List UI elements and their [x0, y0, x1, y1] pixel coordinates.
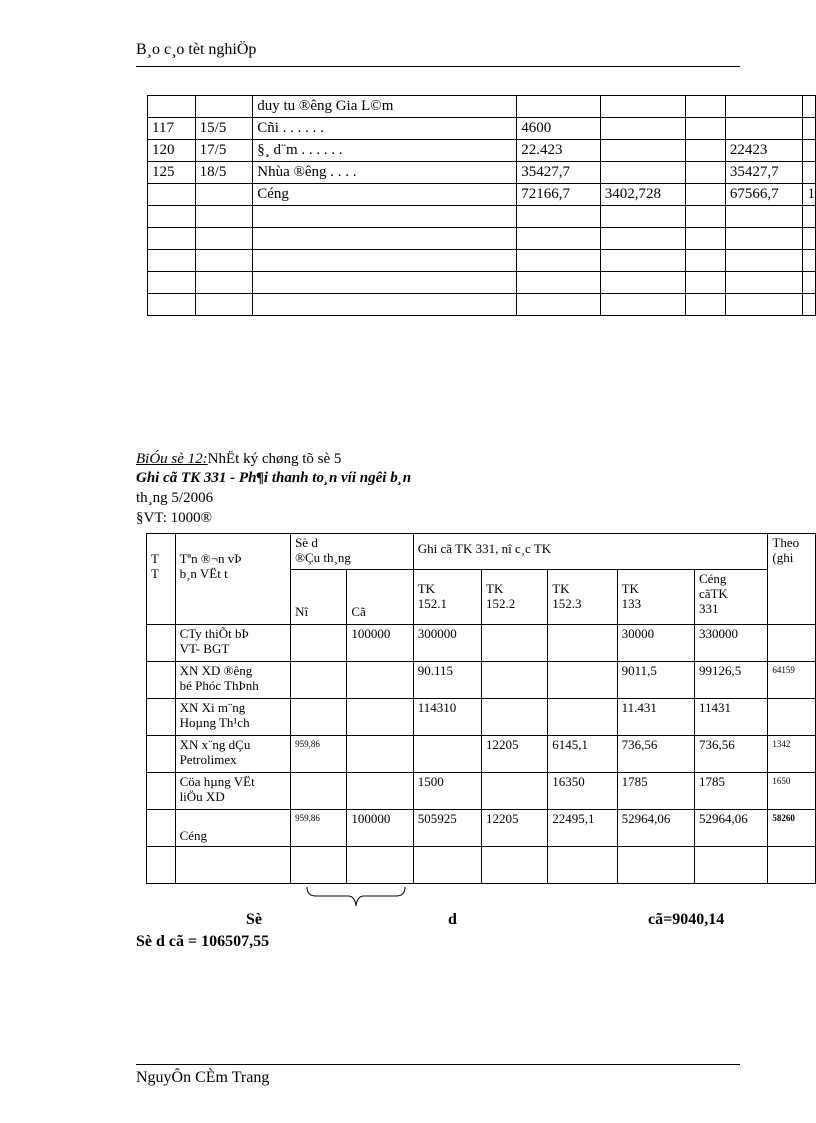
- table-cell: 72166,7: [517, 184, 601, 206]
- table-row: [147, 773, 816, 810]
- table-cell: [517, 96, 601, 118]
- caption-line-1: [136, 450, 341, 469]
- table-cell: 35427,7: [725, 162, 803, 184]
- caption-label: BiÓu sè 12:: [136, 451, 208, 467]
- summary-line-1: [136, 911, 756, 931]
- table-cell: [600, 140, 686, 162]
- table-cell: [253, 272, 517, 294]
- table-cell: [803, 272, 816, 294]
- table-cell: Cñi . . . . . .: [253, 118, 517, 140]
- table-cell: 58260: [768, 810, 816, 847]
- table-row: [147, 625, 816, 662]
- table-cell: [803, 118, 816, 140]
- table-cell: [686, 184, 725, 206]
- table-cell: [347, 773, 413, 810]
- table-cell: 64159: [768, 662, 816, 699]
- th-tk1522: TK 152.2: [482, 570, 548, 625]
- table-cell: 330000: [694, 625, 767, 662]
- table-cell: [686, 250, 725, 272]
- table-cell: [147, 625, 176, 662]
- th-name: Tªn ®¬n vÞ b¸n VËt t: [175, 534, 291, 625]
- journal-table: [146, 533, 816, 884]
- table-cell: XN XD ®êng bé Phóc ThÞnh: [175, 662, 291, 699]
- table-cell: [803, 228, 816, 250]
- table-cell: Nhùa ®êng . . . .: [253, 162, 517, 184]
- table-cell: [175, 847, 291, 884]
- table-row: [147, 662, 816, 699]
- table-row: [147, 699, 816, 736]
- table-cell: [195, 250, 253, 272]
- table-cell: 3402,728: [600, 184, 686, 206]
- table-cell: [482, 699, 548, 736]
- table-cell: 15/5: [195, 118, 253, 140]
- footer-rule: [136, 1064, 740, 1065]
- table-cell: [147, 736, 176, 773]
- table-cell: Céng: [253, 184, 517, 206]
- table-cell: [347, 662, 413, 699]
- table-cell: 11431: [694, 699, 767, 736]
- header-rule: [136, 66, 740, 67]
- table-cell: 17/5: [195, 140, 253, 162]
- page-footer: NguyÔn CÈm Trang: [136, 1069, 270, 1086]
- table-cell: [600, 162, 686, 184]
- table-cell: [147, 773, 176, 810]
- table-row: [148, 272, 816, 294]
- table-cell: [600, 272, 686, 294]
- table-cell: 16350: [548, 773, 617, 810]
- table-cell: [725, 294, 803, 316]
- table-cell: [686, 118, 725, 140]
- th-cong: Céng cãTK 331: [694, 570, 767, 625]
- table-cell: [253, 206, 517, 228]
- table-cell: [148, 206, 196, 228]
- table-cell: 90.115: [413, 662, 481, 699]
- table-cell: 125: [148, 162, 196, 184]
- table-cell: [291, 662, 347, 699]
- table-cell: 67566,7: [725, 184, 803, 206]
- th-theo: Theo (ghi: [768, 534, 816, 625]
- table-cell: 22423: [725, 140, 803, 162]
- table-cell: [686, 228, 725, 250]
- table-cell: XN Xi m¨ng Hoµng Th¹ch: [175, 699, 291, 736]
- table-cell: 9011,5: [617, 662, 694, 699]
- table-cell: 1650: [768, 773, 816, 810]
- table-cell: 1785: [694, 773, 767, 810]
- table-cell: [195, 184, 253, 206]
- table-cell: 6145,1: [548, 736, 617, 773]
- table-cell: 959,86: [291, 736, 347, 773]
- table-cell: 1785: [617, 773, 694, 810]
- table-cell: 505925: [413, 810, 481, 847]
- ledger-table: [147, 95, 816, 316]
- table-cell: [725, 228, 803, 250]
- table-cell: [686, 206, 725, 228]
- table-cell: [803, 250, 816, 272]
- th-tk1521: TK 152.1: [413, 570, 481, 625]
- table-cell: 1: [803, 184, 816, 206]
- table-cell: 18/5: [195, 162, 253, 184]
- table-cell: [195, 294, 253, 316]
- table-cell: 22.423: [517, 140, 601, 162]
- table-cell: [694, 847, 767, 884]
- table-cell: [291, 773, 347, 810]
- table-cell: [517, 206, 601, 228]
- table-row: [148, 228, 816, 250]
- table-cell: [413, 847, 481, 884]
- table-cell: 52964,06: [617, 810, 694, 847]
- table-cell: [725, 206, 803, 228]
- table-cell: [803, 96, 816, 118]
- table-cell: [147, 810, 176, 847]
- table-cell: [148, 184, 196, 206]
- table-row: [147, 736, 816, 773]
- summary-part-2: d: [448, 911, 457, 928]
- table-cell: §¸ d¨m . . . . . .: [253, 140, 517, 162]
- table-cell: [195, 96, 253, 118]
- table-cell: 1500: [413, 773, 481, 810]
- th-no: Nî: [291, 570, 347, 625]
- table-cell: [147, 847, 176, 884]
- table-cell: [517, 228, 601, 250]
- table-cell: duy tu ®êng Gia L©m: [253, 96, 517, 118]
- table-cell: [768, 847, 816, 884]
- table-row: [148, 118, 816, 140]
- table-cell: [803, 206, 816, 228]
- table-cell: Cöa hµng VËt liÖu XD: [175, 773, 291, 810]
- table-cell: 30000: [617, 625, 694, 662]
- table-cell: [686, 272, 725, 294]
- table-cell: 120: [148, 140, 196, 162]
- table-cell: [291, 625, 347, 662]
- table-cell: [148, 294, 196, 316]
- table-cell: [482, 625, 548, 662]
- table-cell: 1342: [768, 736, 816, 773]
- table-cell: [253, 294, 517, 316]
- table-row: [148, 184, 816, 206]
- table-cell: [347, 699, 413, 736]
- table-cell: [517, 250, 601, 272]
- table-cell: [195, 206, 253, 228]
- table-cell: [600, 228, 686, 250]
- table-cell: [600, 96, 686, 118]
- caption-title: NhËt ký chøng tõ sè 5: [207, 451, 342, 467]
- table-cell: [291, 847, 347, 884]
- page-header: B¸o c¸o tèt nghiÖp: [136, 41, 257, 58]
- th-sodu: Sè d ®Çu th¸ng: [291, 534, 414, 570]
- table-cell: [686, 294, 725, 316]
- table-cell: [548, 847, 617, 884]
- table-cell: [548, 699, 617, 736]
- table-cell: 22495,1: [548, 810, 617, 847]
- table-cell: [686, 140, 725, 162]
- th-ghico: Ghi cã TK 331, nî c¸c TK: [413, 534, 768, 570]
- table-cell: [291, 699, 347, 736]
- table-cell: 736,56: [617, 736, 694, 773]
- table-cell: 100000: [347, 810, 413, 847]
- table-cell: [600, 250, 686, 272]
- table-cell: [147, 699, 176, 736]
- table-cell: [148, 96, 196, 118]
- table-cell: 99126,5: [694, 662, 767, 699]
- table-cell: CTy thiÕt bÞ VT- BGT: [175, 625, 291, 662]
- table-cell: [148, 250, 196, 272]
- table-cell: 300000: [413, 625, 481, 662]
- table-cell: 11.431: [617, 699, 694, 736]
- table-cell: [803, 294, 816, 316]
- summary-line-2: Sè d cã = 106507,55: [136, 933, 270, 950]
- table-cell: [803, 140, 816, 162]
- table-cell: [147, 662, 176, 699]
- table-cell: 117: [148, 118, 196, 140]
- table-cell: [482, 847, 548, 884]
- table-cell: [195, 228, 253, 250]
- table-row: [148, 206, 816, 228]
- table-cell: [768, 625, 816, 662]
- table-cell: [600, 118, 686, 140]
- th-tk1523: TK 152.3: [548, 570, 617, 625]
- table-cell: 100000: [347, 625, 413, 662]
- table-row: [148, 294, 816, 316]
- total-row: [147, 810, 816, 847]
- caption-month: th¸ng 5/2006: [136, 490, 214, 506]
- table-cell: [725, 272, 803, 294]
- table-cell: 35427,7: [517, 162, 601, 184]
- table-cell: [482, 773, 548, 810]
- table-cell: 12205: [482, 736, 548, 773]
- caption-subtitle: Ghi cã TK 331 - Ph¶i thanh to¸n víi ngêi b¸n: [136, 470, 412, 486]
- table-cell: [548, 625, 617, 662]
- table-cell: [725, 118, 803, 140]
- table-cell: [725, 250, 803, 272]
- table-cell: [413, 736, 481, 773]
- summary-part-1: Sè: [246, 911, 262, 928]
- th-tk133: TK 133: [617, 570, 694, 625]
- table-cell: 959,86: [291, 810, 347, 847]
- table-cell: [253, 250, 517, 272]
- table-cell: [725, 96, 803, 118]
- table-cell: Céng: [175, 810, 291, 847]
- table-cell: [195, 272, 253, 294]
- table-cell: [548, 662, 617, 699]
- summary-part-3: cã=9040,14: [648, 911, 725, 928]
- table-cell: [517, 272, 601, 294]
- table-cell: XN x¨ng dÇu Petrolimex: [175, 736, 291, 773]
- table-cell: [347, 736, 413, 773]
- table-cell: 114310: [413, 699, 481, 736]
- th-tt: T T: [147, 534, 176, 625]
- table-cell: 736,56: [694, 736, 767, 773]
- table-cell: [148, 228, 196, 250]
- table-cell: [482, 662, 548, 699]
- caption-unit: §VT: 1000®: [136, 510, 213, 526]
- table-row: [148, 250, 816, 272]
- table-cell: [148, 272, 196, 294]
- table-cell: [600, 206, 686, 228]
- table-cell: 52964,06: [694, 810, 767, 847]
- table-cell: [517, 294, 601, 316]
- table-cell: [686, 162, 725, 184]
- table-row: [148, 140, 816, 162]
- table-cell: [686, 96, 725, 118]
- table-cell: [600, 294, 686, 316]
- table-row: [148, 162, 816, 184]
- table-row: [148, 96, 816, 118]
- table-cell: 4600: [517, 118, 601, 140]
- table-cell: [768, 699, 816, 736]
- table-row: [147, 847, 816, 884]
- th-co: Cã: [347, 570, 413, 625]
- table-cell: [347, 847, 413, 884]
- table-cell: [253, 228, 517, 250]
- table-cell: 12205: [482, 810, 548, 847]
- table-cell: [803, 162, 816, 184]
- table-cell: [617, 847, 694, 884]
